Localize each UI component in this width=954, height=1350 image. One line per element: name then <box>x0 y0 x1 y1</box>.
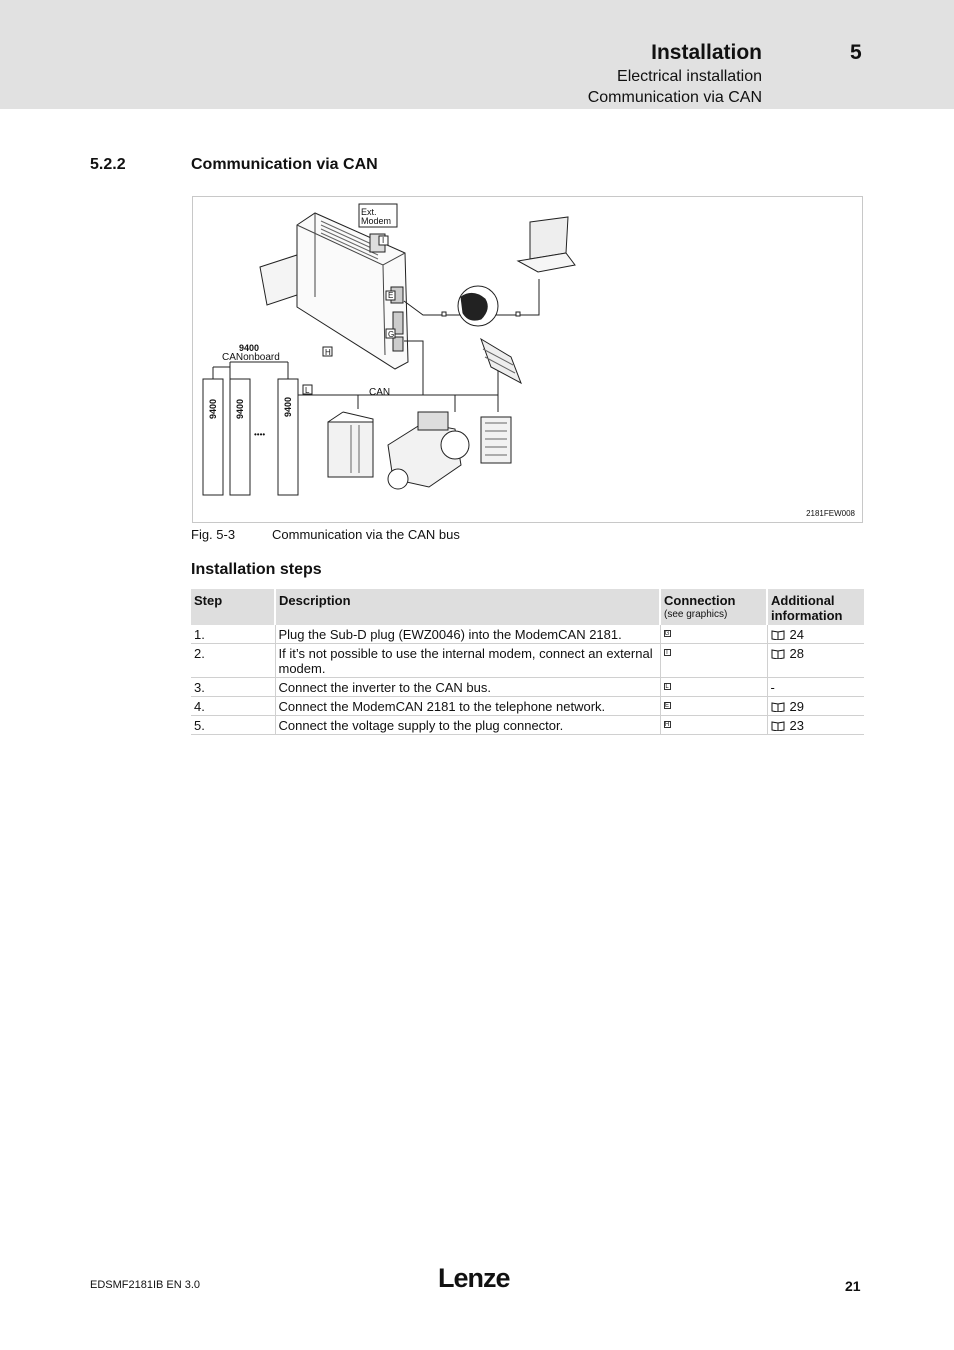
label-h: H <box>325 348 331 357</box>
connection-key: E <box>664 703 669 710</box>
connection-note: (see graphics) <box>664 609 728 620</box>
drive-label: 9400 <box>208 398 218 419</box>
step-number: 1. <box>191 625 275 644</box>
table-row <box>191 678 864 697</box>
step-description: If it’s not possible to use the internal modem, connect an external modem. <box>275 644 660 678</box>
step-connection <box>660 644 767 678</box>
header-info: Additional information <box>767 589 864 625</box>
label-i: I <box>382 236 385 245</box>
step-connection <box>660 678 767 697</box>
step-info <box>767 697 864 716</box>
header-step: Step <box>191 589 275 625</box>
page-reference: 29 <box>789 699 804 714</box>
table-row <box>191 644 864 678</box>
header-title: Installation <box>651 41 762 64</box>
section-number: 5.2.2 <box>90 156 126 173</box>
table-row <box>191 716 864 735</box>
canonboard-label: 9400 <box>239 343 260 353</box>
din-rail <box>260 255 297 305</box>
step-description: Plug the Sub-D plug (EWZ0046) into the ModemCAN 2181. <box>275 625 660 644</box>
ellipsis-dots: •••• <box>254 430 266 439</box>
installation-steps-heading: Installation steps <box>191 561 322 578</box>
step-info <box>767 644 864 678</box>
drive-9400-2 <box>230 379 250 495</box>
step-info: - <box>767 678 864 697</box>
lenze-logo: Lenze <box>438 1263 510 1293</box>
book-icon <box>771 721 785 731</box>
step-number: 4. <box>191 697 275 716</box>
step-connection <box>660 716 767 735</box>
step-info <box>767 716 864 735</box>
can-bus-diagram <box>192 196 863 523</box>
figure-caption: Communication via the CAN bus <box>272 527 460 542</box>
table-header-row <box>191 589 864 625</box>
header-connection: Connection (see graphics) <box>660 589 767 625</box>
book-icon <box>771 649 785 659</box>
step-number: 5. <box>191 716 275 735</box>
diagram-drawing <box>193 197 864 524</box>
can-label: CAN <box>369 387 391 398</box>
canonboard-label: CANonboard <box>222 352 280 363</box>
ext-modem-label: Modem <box>361 216 392 226</box>
step-connection <box>660 625 767 644</box>
ext-modem-label: Ext. <box>361 207 377 217</box>
label-g: G <box>388 330 395 339</box>
drive-9400-1 <box>203 379 223 495</box>
header-subtitle: Communication via CAN <box>587 89 762 106</box>
table-row <box>191 697 864 716</box>
page-reference: 24 <box>789 627 804 642</box>
table-row <box>191 625 864 644</box>
drive-9400-3 <box>278 379 298 495</box>
page-header <box>0 0 954 109</box>
io-module-icon <box>481 417 511 463</box>
step-number: 2. <box>191 644 275 678</box>
drive-label: 9400 <box>235 398 245 419</box>
book-icon <box>771 630 785 640</box>
connection-key: H <box>664 722 670 729</box>
step-description: Connect the inverter to the CAN bus. <box>275 678 660 697</box>
header-subtitle: Electrical installation <box>617 68 762 85</box>
book-icon <box>771 702 785 712</box>
header-description: Description <box>275 589 660 625</box>
step-number: 3. <box>191 678 275 697</box>
step-description: Connect the ModemCAN 2181 to the telephone network. <box>275 697 660 716</box>
step-description: Connect the voltage supply to the plug connector. <box>275 716 660 735</box>
page-number: 21 <box>845 1278 861 1294</box>
connection-key: L <box>665 684 669 691</box>
drive-label: 9400 <box>283 396 293 417</box>
laptop-icon <box>530 217 568 259</box>
page-reference: 28 <box>789 646 804 661</box>
figure-code: 2181FEW008 <box>806 509 855 518</box>
page-reference: 23 <box>789 718 804 733</box>
figure-caption-number: Fig. 5-3 <box>191 527 236 542</box>
operator-panel-icon <box>481 339 521 383</box>
connection-key: I <box>664 649 671 656</box>
label-l: L <box>305 386 310 395</box>
section-title: Communication via CAN <box>191 156 378 173</box>
installation-steps-table <box>191 589 864 735</box>
label-e: E <box>388 291 394 300</box>
step-info <box>767 625 864 644</box>
chapter-number: 5 <box>850 41 862 64</box>
step-connection <box>660 697 767 716</box>
document-id: EDSMF2181IB EN 3.0 <box>90 1279 201 1291</box>
connection-key: G <box>664 631 670 638</box>
